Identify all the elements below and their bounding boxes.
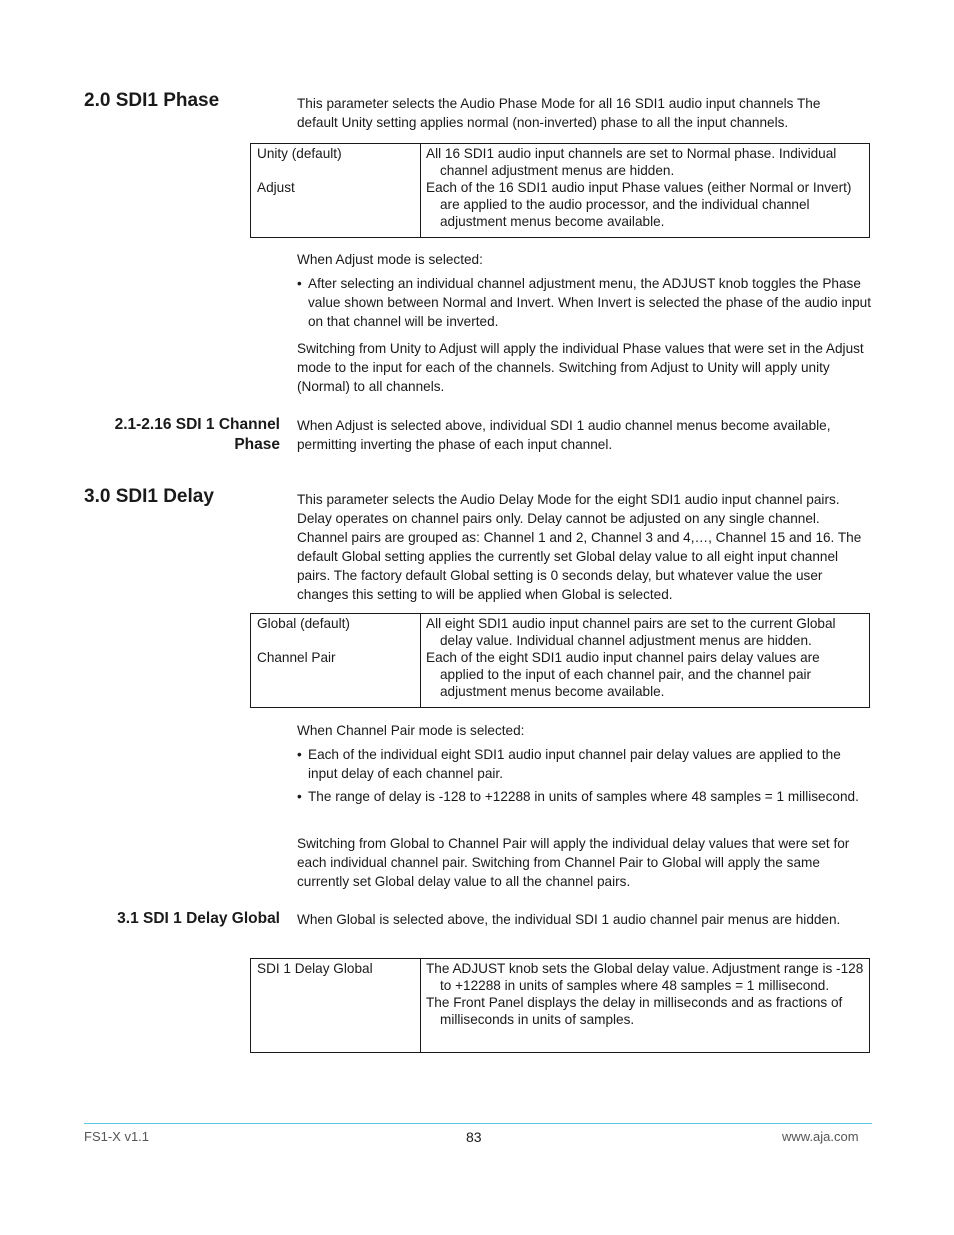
phase-options-table <box>250 143 870 238</box>
option-label-unity: Unity (default) <box>257 146 342 161</box>
section-intro-3-0: This parameter selects the Audio Delay Mode for the eight SDI1 audio input channel pairs. Delay operates on channel pairs only. Delay cannot be adjusted on any single channel. Channel pairs are grouped as: Channel 1 and 2, Channel 3 and 4,…, Channel 15 and 16. The default Global setting applies the currently set Global delay value to all eight input channel pairs. The factory default Global setting is 0 seconds delay, but whatever value the user changes this setting to will be applied when Global is selected. <box>297 492 862 602</box>
bullet-item: • The range of delay is -128 to +12288 in units of samples where 48 samples = 1 millisecond. <box>297 787 873 806</box>
option-desc-channel-pair: Each of the eight SDI1 audio input channel pairs delay values are applied to the input of each channel pair, and the channel pair adjustment menus become available. <box>426 650 820 699</box>
option-label-channel-pair: Channel Pair <box>257 650 336 665</box>
phase-descriptions-cell <box>421 144 870 238</box>
option-label-global: Global (default) <box>257 616 350 631</box>
section-text-3-1: When Global is selected above, the individual SDI 1 audio channel pair menus are hidden. <box>297 912 841 927</box>
section-intro-2-0: This parameter selects the Audio Phase Mode for all 16 SDI1 audio input channels The default Unity setting applies normal (non-inverted) phase to all the input channels. <box>297 96 821 130</box>
section-heading-2-0: 2.0 SDI1 Phase <box>84 90 220 111</box>
delay-descriptions-cell <box>421 614 870 708</box>
option-desc-global: All eight SDI1 audio input channel pairs are set to the current Global delay value. Individual channel adjustment menus are hidden. <box>426 616 836 648</box>
footer-page-number: 83 <box>466 1129 482 1145</box>
section-heading-2-1 <box>60 415 280 455</box>
footer-divider <box>84 1123 872 1124</box>
section-text-2-1: When Adjust is selected above, individual SDI 1 audio channel menus become available, permitting inverting the phase of each input channel. <box>297 418 831 452</box>
heading-line: Phase <box>234 436 280 453</box>
delay-global-label-cell <box>251 959 421 1053</box>
bullet-item: • Each of the individual eight SDI1 audio input channel pair delay values are applied to the input delay of each channel pair. <box>297 745 873 783</box>
delay-labels-cell <box>251 614 421 708</box>
option-label-adjust: Adjust <box>257 180 295 195</box>
when-channel-pair-text: When Channel Pair mode is selected: <box>297 723 525 738</box>
phase-labels-cell <box>251 144 421 238</box>
footer-doc-version: FS1-X v1.1 <box>84 1129 150 1144</box>
bullet-item: • After selecting an individual channel adjustment menu, the ADJUST knob toggles the Phase value shown between Normal and Invert. When Invert is selected the phase of the audio input on that channel will be inverted. <box>297 274 873 331</box>
paragraph: Switching from Unity to Adjust will apply the individual Phase values that were set in the Adjust mode to the input for each of the channels. Switching from Adjust to Unity will apply unity (Normal) to all channels. <box>297 341 864 394</box>
option-desc-front-panel: The Front Panel displays the delay in milliseconds and as fractions of milliseconds in units of samples. <box>426 995 843 1027</box>
section-heading-3-1: 3.1 SDI 1 Delay Global <box>117 910 280 927</box>
option-desc-adjust-knob: The ADJUST knob sets the Global delay value. Adjustment range is -128 to +12288 in units of samples where 48 samples = 1 millisecond. <box>426 961 864 993</box>
option-label-delay-global: SDI 1 Delay Global <box>257 961 373 976</box>
paragraph: Switching from Global to Channel Pair will apply the individual delay values that were set for each individual channel pair. Switching from Channel Pair to Global will apply the same currently set Global delay value to all the channel pairs. <box>297 836 850 889</box>
when-adjust-text: When Adjust mode is selected: <box>297 252 483 267</box>
footer-website-link[interactable]: www.aja.com <box>782 1129 859 1144</box>
option-desc-unity: All 16 SDI1 audio input channels are set to Normal phase. Individual channel adjustment menus are hidden. <box>426 146 837 178</box>
delay-options-table <box>250 613 870 708</box>
delay-global-table <box>250 958 870 1053</box>
delay-global-desc-cell <box>421 959 870 1053</box>
heading-line: 2.1-2.16 SDI 1 Channel <box>114 416 280 433</box>
section-heading-3-0: 3.0 SDI1 Delay <box>84 486 214 507</box>
option-desc-adjust: Each of the 16 SDI1 audio input Phase values (either Normal or Invert) are applied to the audio processor, and the individual channel adjustment menus become available. <box>426 180 852 229</box>
